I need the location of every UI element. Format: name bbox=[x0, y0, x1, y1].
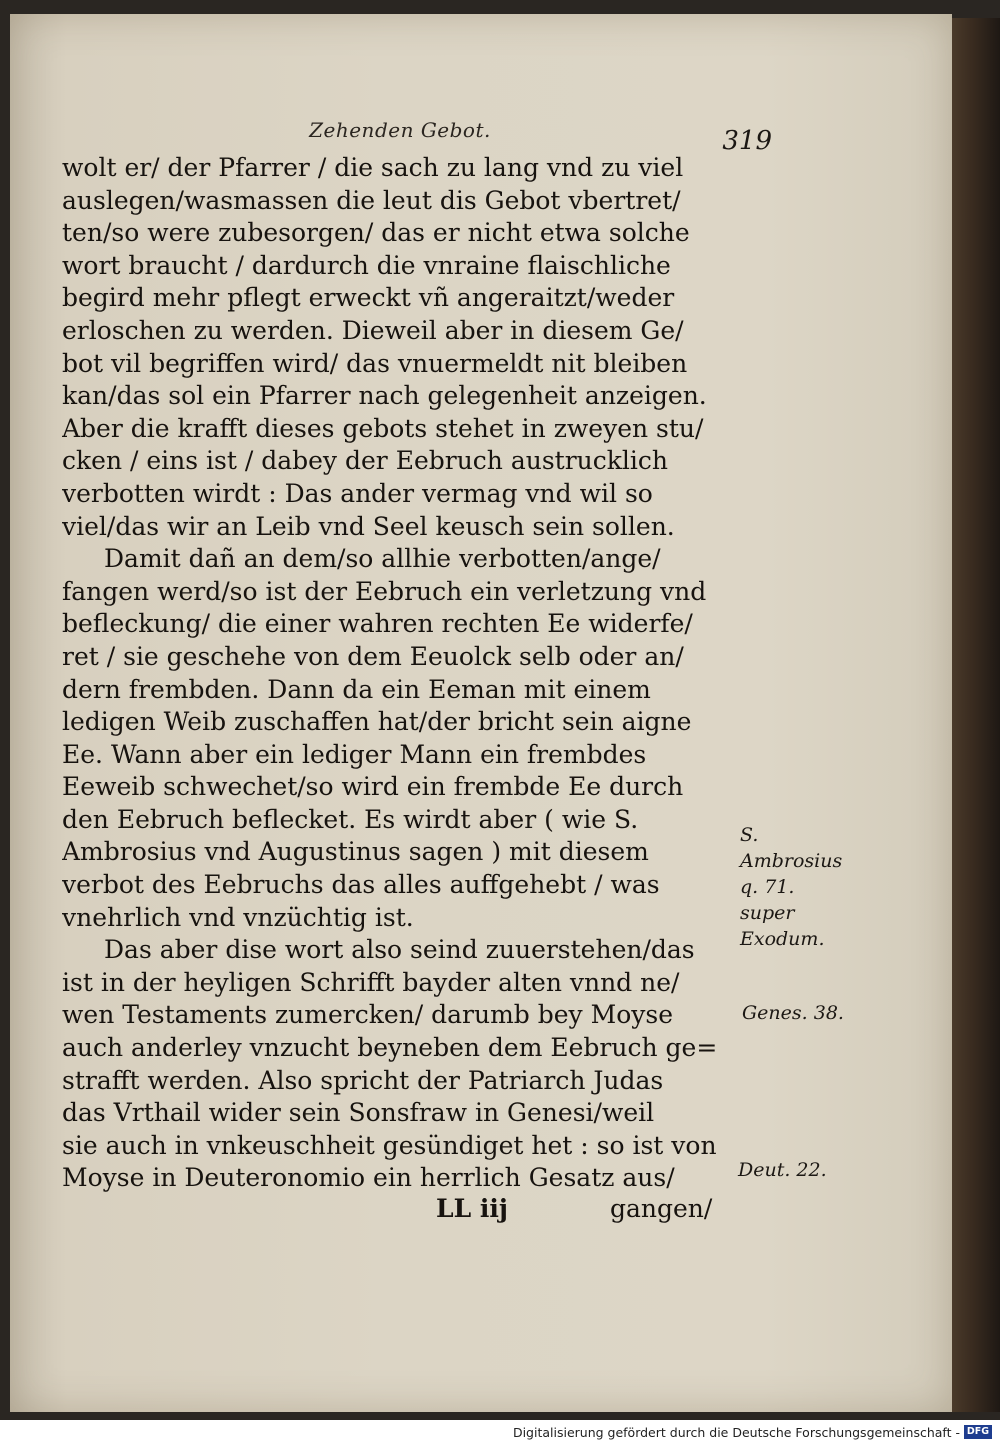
body-text bbox=[62, 152, 742, 1195]
text-line: kan/das sol ein Pfarrer nach gelegenheit anzeigen. bbox=[62, 381, 707, 411]
margin-note-ambrosius: S. Ambrosius q. 71. super Exodum. bbox=[740, 824, 843, 950]
text-line: auslegen/wasmassen die leut dis Gebot vbertret/ bbox=[62, 185, 681, 215]
text-line: Das aber dise wort also seind zuuerstehen/das bbox=[104, 935, 695, 965]
text-line: befleckung/ die einer wahren rechten Ee widerfe/ bbox=[62, 609, 693, 639]
text-line: ist in der heyligen Schrifft bayder alten vnnd ne/ bbox=[62, 967, 680, 997]
text-line: bot vil begriffen wird/ das vnuermeldt nit bleiben bbox=[62, 348, 688, 378]
text-line: cken / eins ist / dabey der Eebruch austrucklich bbox=[62, 446, 669, 476]
text-line: begird mehr pflegt erweckt vñ angeraitzt/weder bbox=[62, 283, 675, 313]
text-line: wort braucht / dardurch die vnraine flaischliche bbox=[62, 250, 671, 280]
text-line: ret / sie geschehe von dem Eeuolck selb oder an/ bbox=[62, 641, 684, 671]
text-line: wolt er/ der Pfarrer / die sach zu lang vnd zu viel bbox=[62, 153, 684, 182]
text-line: Moyse in Deuteronomio ein herrlich Gesatz aus/ bbox=[62, 1163, 675, 1193]
folio-number: 319 bbox=[722, 126, 772, 156]
text-line: verbotten wirdt : Das ander vermag vnd wil so bbox=[62, 478, 653, 508]
text-line: erloschen zu werden. Dieweil aber in diesem Ge/ bbox=[62, 315, 684, 345]
text-line: wen Testaments zumercken/ darumb bey Moyse bbox=[62, 1000, 673, 1030]
text-line: Eeweib schwechet/so wird ein frembde Ee durch bbox=[62, 772, 684, 802]
margin-note-deuteronomy: Deut. 22. bbox=[738, 1159, 827, 1181]
text-line: verbot des Eebruchs das alles auffgehebt / was bbox=[62, 870, 660, 900]
footer-credit: Digitalisierung gefördert durch die Deutsche Forschungsgemeinschaft - bbox=[512, 1425, 960, 1440]
text-line: das Vrthail wider sein Sonsfraw in Genesi/weil bbox=[62, 1098, 655, 1128]
text-line: fangen werd/so ist der Eebruch ein verletzung vnd bbox=[62, 576, 707, 606]
catchword: gangen/ bbox=[610, 1194, 713, 1223]
page-edge bbox=[952, 18, 1000, 1412]
text-line: ten/so were zubesorgen/ das er nicht etwa solche bbox=[62, 218, 690, 248]
text-line: strafft werden. Also spricht der Patriarch Judas bbox=[62, 1065, 664, 1095]
text-line: Aber die krafft dieses gebots stehet in zweyen stu/ bbox=[62, 413, 704, 443]
text-line: Damit dañ an dem/so allhie verbotten/ange/ bbox=[104, 544, 661, 574]
text-line: den Eebruch beflecket. Es wirdt aber ( wie S. bbox=[62, 804, 639, 834]
text-line: sie auch in vnkeuschheit gesündiget het : so ist von bbox=[62, 1130, 717, 1160]
signature-mark: LL iij bbox=[436, 1194, 508, 1223]
text-line: Ee. Wann aber ein lediger Mann ein frembdes bbox=[62, 739, 647, 769]
running-head: Zehenden Gebot. bbox=[309, 118, 491, 142]
text-line: viel/das wir an Leib vnd Seel keusch sein sollen. bbox=[62, 511, 675, 541]
margin-note-genesis: Genes. 38. bbox=[742, 1002, 844, 1024]
dfg-logo: DFG bbox=[964, 1425, 992, 1439]
digitization-footer bbox=[0, 1420, 1000, 1446]
text-line: dern frembden. Dann da ein Eeman mit einem bbox=[62, 674, 651, 704]
text-line: auch anderley vnzucht beyneben dem Eebruch ge= bbox=[62, 1033, 718, 1063]
text-line: Ambrosius vnd Augustinus sagen ) mit diesem bbox=[62, 837, 649, 867]
text-line: vnehrlich vnd vnzüchtig ist. bbox=[62, 902, 414, 932]
text-line: ledigen Weib zuschaffen hat/der bricht sein aigne bbox=[62, 707, 692, 737]
